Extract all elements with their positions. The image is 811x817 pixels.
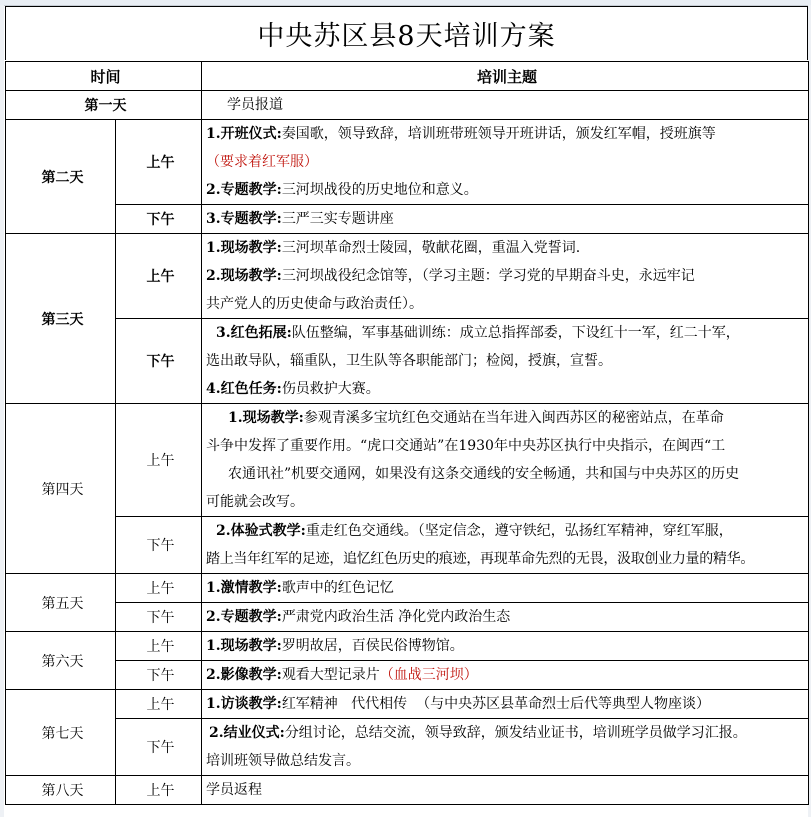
day2-am-content xyxy=(202,120,809,205)
table-row-day2-pm xyxy=(6,205,809,234)
document-title: 中央苏区县8天培训方案 xyxy=(5,6,808,60)
day7-pm-cont: 培训班领导做总结发言。 xyxy=(206,753,361,769)
table-row-day5-am xyxy=(6,574,809,603)
day5-am-item-label: 1.激情教学: xyxy=(206,580,282,596)
day3-am-item1-text: 三河坝革命烈士陵园，敬献花圈，重温入党誓词. xyxy=(281,240,581,256)
day7-am-item-label: 1.访谈教学: xyxy=(206,696,282,712)
day6-pm-red-note: （血战三河坝） xyxy=(379,667,478,683)
day3-pm-label: 下午 xyxy=(116,319,202,404)
table-row-day1 xyxy=(6,91,809,120)
table-row-day4-pm xyxy=(6,517,809,574)
day5-label: 第五天 xyxy=(6,574,116,632)
day5-am-content xyxy=(202,574,809,603)
day4-am-item-label: 1.现场教学: xyxy=(228,410,304,426)
day3-am-item2-label: 2.现场教学: xyxy=(206,268,282,284)
day8-content xyxy=(202,776,809,805)
table-row-day6-pm xyxy=(6,661,809,690)
day3-label: 第三天 xyxy=(6,234,116,404)
day5-pm-item-label: 2.专题教学: xyxy=(206,609,282,625)
day3-pm-content xyxy=(202,319,809,404)
day6-pm-item-label: 2.影像教学: xyxy=(206,667,282,683)
day4-am-content xyxy=(202,404,809,517)
spreadsheet-row-header-strip xyxy=(0,5,4,817)
day5-am-item-text: 歌声中的红色记忆 xyxy=(281,580,394,596)
day7-am-label: 上午 xyxy=(116,690,202,719)
day2-pm-item-text: 三严三实专题讲座 xyxy=(281,211,394,227)
day2-am-item2-label: 2.专题教学: xyxy=(206,182,282,198)
header-time: 时间 xyxy=(6,62,202,91)
day4-am-cont1: 斗争中发挥了重要作用。“虎口交通站”在1930年中央苏区执行中央指示，在闽西“工 xyxy=(206,438,726,454)
day4-pm-content xyxy=(202,517,809,574)
day1-text: 学员报道 xyxy=(227,97,284,113)
day3-pm-item1-cont: 选出敢导队，辎重队，卫生队等各职能部门；检阅，授旗，宣誓。 xyxy=(206,353,613,369)
day4-pm-cont: 踏上当年红军的足迹，追忆红色历史的痕迹，再现革命先烈的无畏，汲取创业力量的精华。 xyxy=(206,551,755,567)
day7-am-content xyxy=(202,690,809,719)
day3-am-content xyxy=(202,234,809,319)
day3-am-item2-text: 三河坝战役纪念馆等，（学习主题：学习党的早期奋斗史，永远牢记 xyxy=(281,268,695,284)
day2-am-label: 上午 xyxy=(116,120,202,205)
table-row-day2-am xyxy=(6,120,809,205)
day6-am-item-text: 罗明故居，百侯民俗博物馆。 xyxy=(281,638,464,654)
day3-pm-item2-label: 4.红色任务: xyxy=(206,381,282,397)
day4-label: 第四天 xyxy=(6,404,116,574)
table-row-day3-am xyxy=(6,234,809,319)
day2-pm-item-label: 3.专题教学: xyxy=(206,211,282,227)
day3-pm-item1-label: 3.红色拓展: xyxy=(216,325,292,341)
day6-am-content xyxy=(202,632,809,661)
day7-pm-content xyxy=(202,719,809,776)
table-row-day4-am xyxy=(6,404,809,517)
day5-am-label: 上午 xyxy=(116,574,202,603)
day1-label: 第一天 xyxy=(6,91,202,120)
day7-pm-item-label: 2.结业仪式: xyxy=(209,725,285,741)
day5-pm-item-text: 严肃党内政治生活 净化党内政治生态 xyxy=(281,609,511,625)
day5-pm-content xyxy=(202,603,809,632)
day4-am-cont2: 农通讯社”机要交通网，如果没有这条交通线的安全畅通，共和国与中央苏区的历史 xyxy=(228,466,740,482)
day6-pm-content xyxy=(202,661,809,690)
day4-pm-label: 下午 xyxy=(116,517,202,574)
day1-content xyxy=(202,91,809,120)
table-row-day7-am xyxy=(6,690,809,719)
day3-am-item1-label: 1.现场教学: xyxy=(206,240,282,256)
table-row-day5-pm xyxy=(6,603,809,632)
table-header-row xyxy=(6,62,809,91)
day2-am-red-note: （要求着红军服） xyxy=(206,154,319,170)
day2-am-item1-text: 奏国歌，领导致辞，培训班带班领导开班讲话，颁发红军帽，授班旗等 xyxy=(281,126,716,142)
table-row-day3-pm xyxy=(6,319,809,404)
day3-pm-item2-text: 伤员救护大赛。 xyxy=(281,381,380,397)
day5-pm-label: 下午 xyxy=(116,603,202,632)
day6-am-label: 上午 xyxy=(116,632,202,661)
day3-am-label: 上午 xyxy=(116,234,202,319)
day3-pm-item1-text: 队伍整编，军事基础训练：成立总指挥部委，下设红十一军，红二十军， xyxy=(291,325,740,341)
day6-pm-item-text: 观看大型记录片 xyxy=(281,667,380,683)
training-plan-table xyxy=(5,61,809,805)
day8-am-label: 上午 xyxy=(116,776,202,805)
day4-pm-item-label: 2.体验式教学: xyxy=(216,523,306,539)
day6-label: 第六天 xyxy=(6,632,116,690)
day6-am-item-label: 1.现场教学: xyxy=(206,638,282,654)
day2-am-item2-text: 三河坝战役的历史地位和意义。 xyxy=(281,182,478,198)
day2-label: 第二天 xyxy=(6,120,116,234)
day7-pm-label: 下午 xyxy=(116,719,202,776)
day4-am-label: 上午 xyxy=(116,404,202,517)
day4-am-item-text: 参观青溪多宝坑红色交通站在当年进入闽西苏区的秘密站点，在革命 xyxy=(303,410,724,426)
day7-pm-item-text: 分组讨论，总结交流，领导致辞，颁发结业证书，培训班学员做学习汇报。 xyxy=(284,725,747,741)
day6-pm-label: 下午 xyxy=(116,661,202,690)
day2-pm-content xyxy=(202,205,809,234)
table-row-day7-pm xyxy=(6,719,809,776)
day4-am-cont3: 可能就会改写。 xyxy=(206,494,305,510)
table-row-day6-am xyxy=(6,632,809,661)
header-topic: 培训主题 xyxy=(202,62,809,91)
day7-label: 第七天 xyxy=(6,690,116,776)
day2-am-item1-label: 1.开班仪式: xyxy=(206,126,282,142)
day3-am-item2-cont: 共产党人的历史使命与政治责任）。 xyxy=(206,296,424,312)
day8-text: 学员返程 xyxy=(206,782,263,798)
day8-label: 第八天 xyxy=(6,776,116,805)
day7-am-item-text: 红军精神 代代相传 （与中央苏区县革命烈士后代等典型人物座谈） xyxy=(281,696,711,712)
table-row-day8 xyxy=(6,776,809,805)
day2-pm-label: 下午 xyxy=(116,205,202,234)
day4-pm-item-text: 重走红色交通线。（坚定信念，遵守铁纪，弘扬红军精神，穿红军服， xyxy=(305,523,733,539)
